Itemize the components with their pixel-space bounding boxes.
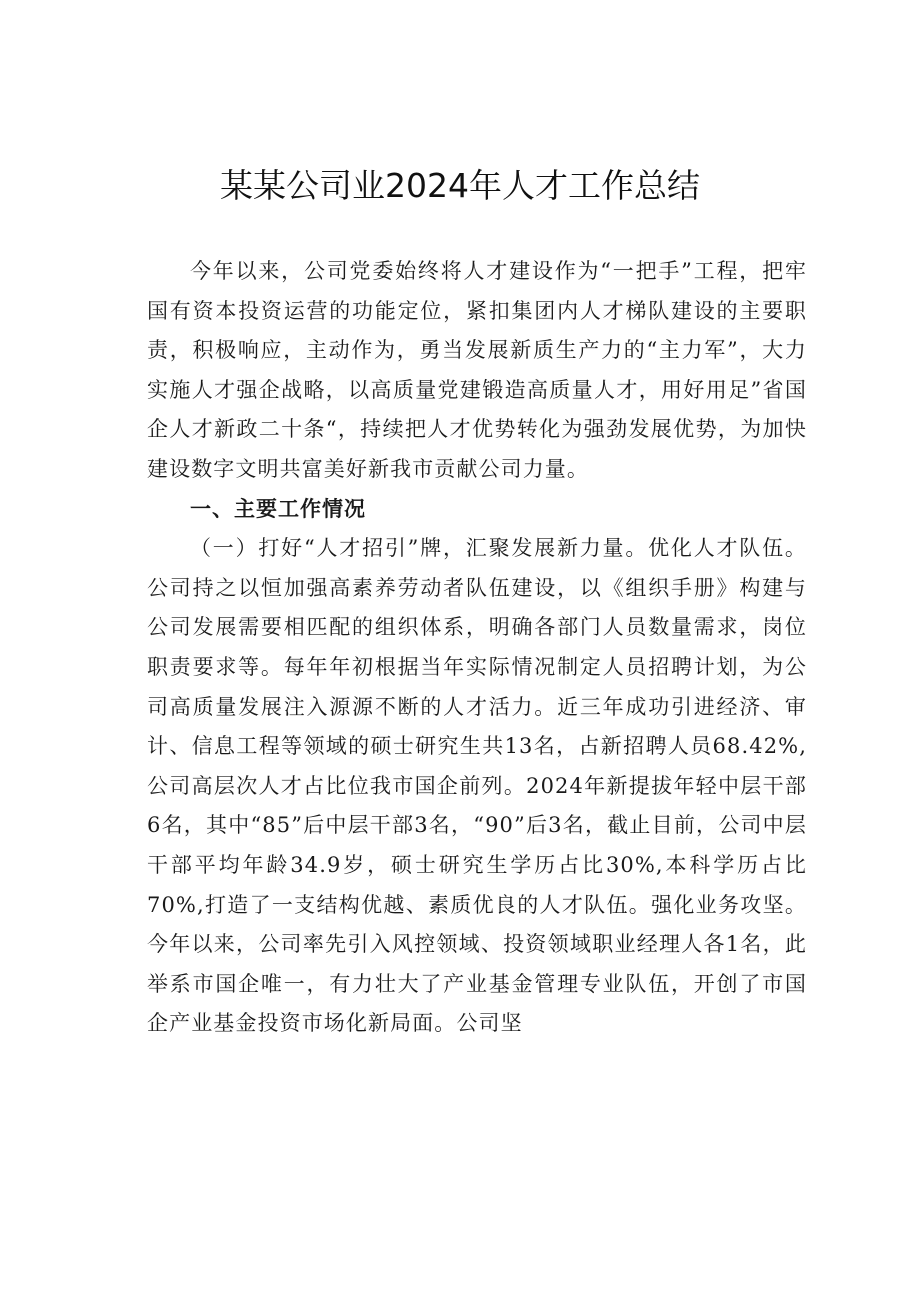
intro-paragraph: 今年以来，公司党委始终将人才建设作为“一把手”工程，把牢国有资本投资运营的功能定位，紧扣集团内人才梯队建设的主要职责，积极响应，主动作为，勇当发展新质生产力的“主力军”，大力实施人才强企战略，以高质量党建锻造高质量人才，用好用足”省国企人才新政二十条“，持续把人才优势转化为强劲发展优势，为加快建设数字文明共富美好新我市贡献公司力量。 xyxy=(147,259,807,481)
document-body xyxy=(147,252,807,1044)
section-heading-main-work: 一、主要工作情况 xyxy=(190,496,366,521)
section-paragraph-talent-recruitment: （一）打好“人才招引”牌，汇聚发展新力量。优化人才队伍。公司持之以恒加强高素养劳动者队伍建设，以《组织手册》构建与公司发展需要相匹配的组织体系，明确各部门人员数量需求，岗位职责要求等。每年年初根据当年实际情况制定人员招聘计划，为公司高质量发展注入源源不断的人才活力。近三年成功引进经济、审计、信息工程等领域的硕士研究生共13名，占新招聘人员68.42%,公司高层次人才占比位我市国企前列。2024年新提拔年轻中层干部6名，其中“85”后中层干部3名，“90”后3名，截止目前，公司中层干部平均年龄34.9岁，硕士研究生学历占比30%,本科学历占比70%,打造了一支结构优越、素质优良的人才队伍。强化业务攻坚。今年以来，公司率先引入风控领域、投资领域职业经理人各1名，此举系市国企唯一，有力壮大了产业基金管理专业队伍，开创了市国企产业基金投资市场化新局面。公司坚 xyxy=(147,536,807,1036)
document-title: 某某公司业2024年人才工作总结 xyxy=(220,166,700,205)
